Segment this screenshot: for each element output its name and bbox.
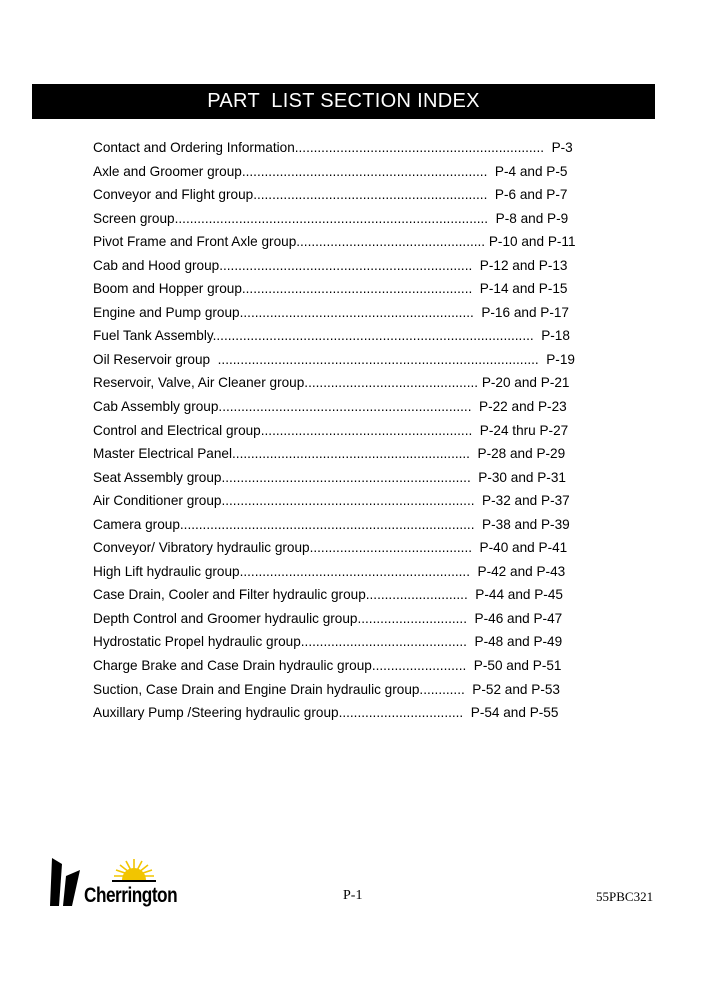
logo-wordmark: Cherrington <box>84 884 178 907</box>
index-entry: Conveyor and Flight group.............................................................. P-6 and P-7 <box>93 187 568 203</box>
index-entry: Seat Assembly group.................................................................. P-30 and P-31 <box>93 469 566 485</box>
index-entry: Pivot Frame and Front Axle group.................................................. P-10 and P-11 <box>93 234 576 250</box>
index-entry: Oil Reservoir group ..................................................................................... P-19 <box>93 351 575 367</box>
index-entry: Camera group.............................................................................. P-38 and P-39 <box>93 516 570 532</box>
index-entry: Hydrostatic Propel hydraulic group............................................ P-48 and P-49 <box>93 634 563 650</box>
section-index-list <box>93 137 593 726</box>
index-entry: Reservoir, Valve, Air Cleaner group.............................................. P-20 and P-21 <box>93 375 570 391</box>
index-entry: Boom and Hopper group............................................................. P-14 and P-15 <box>93 281 568 297</box>
index-entry: Suction, Case Drain and Engine Drain hydraulic group............ P-52 and P-53 <box>93 681 560 697</box>
index-entry: High Lift hydraulic group............................................................. P-42 and P-43 <box>93 563 566 579</box>
index-entry: Depth Control and Groomer hydraulic group............................. P-46 and P-47 <box>93 610 563 626</box>
index-entry: Screen group................................................................................... P-8 and P-9 <box>93 210 569 226</box>
index-entry: Auxillary Pump /Steering hydraulic group................................. P-54 and P-55 <box>93 705 559 721</box>
index-entry: Control and Electrical group........................................................ P-24 thru P-27 <box>93 422 569 438</box>
cherrington-logo <box>50 856 200 910</box>
section-title-bar <box>32 84 655 119</box>
index-entry: Conveyor/ Vibratory hydraulic group........................................... P-40 and P-41 <box>93 540 568 556</box>
index-entry: Charge Brake and Case Drain hydraulic group......................... P-50 and P-51 <box>93 658 562 674</box>
index-entry: Axle and Groomer group................................................................. P-4 and P-5 <box>93 163 568 179</box>
index-entry: Master Electrical Panel............................................................... P-28 and P-29 <box>93 446 566 462</box>
index-entry: Case Drain, Cooler and Filter hydraulic group........................... P-44 and P-45 <box>93 587 563 603</box>
index-entry: Engine and Pump group.............................................................. P-16 and P-17 <box>93 304 569 320</box>
index-entry: Fuel Tank Assembly..................................................................................... P-18 <box>93 328 570 344</box>
index-entry: Contact and Ordering Information.................................................................. P-3 <box>93 140 573 155</box>
index-entry: Cab and Hood group................................................................... P-12 and P-13 <box>93 257 568 273</box>
index-entry: Cab Assembly group................................................................... P-22 and P-23 <box>93 399 567 415</box>
index-entry: Air Conditioner group................................................................... P-32 and P-37 <box>93 493 570 509</box>
document-code: 55PBC321 <box>596 889 654 904</box>
page-title: PART LIST SECTION INDEX <box>207 90 480 112</box>
page-number: P-1 <box>343 888 363 903</box>
